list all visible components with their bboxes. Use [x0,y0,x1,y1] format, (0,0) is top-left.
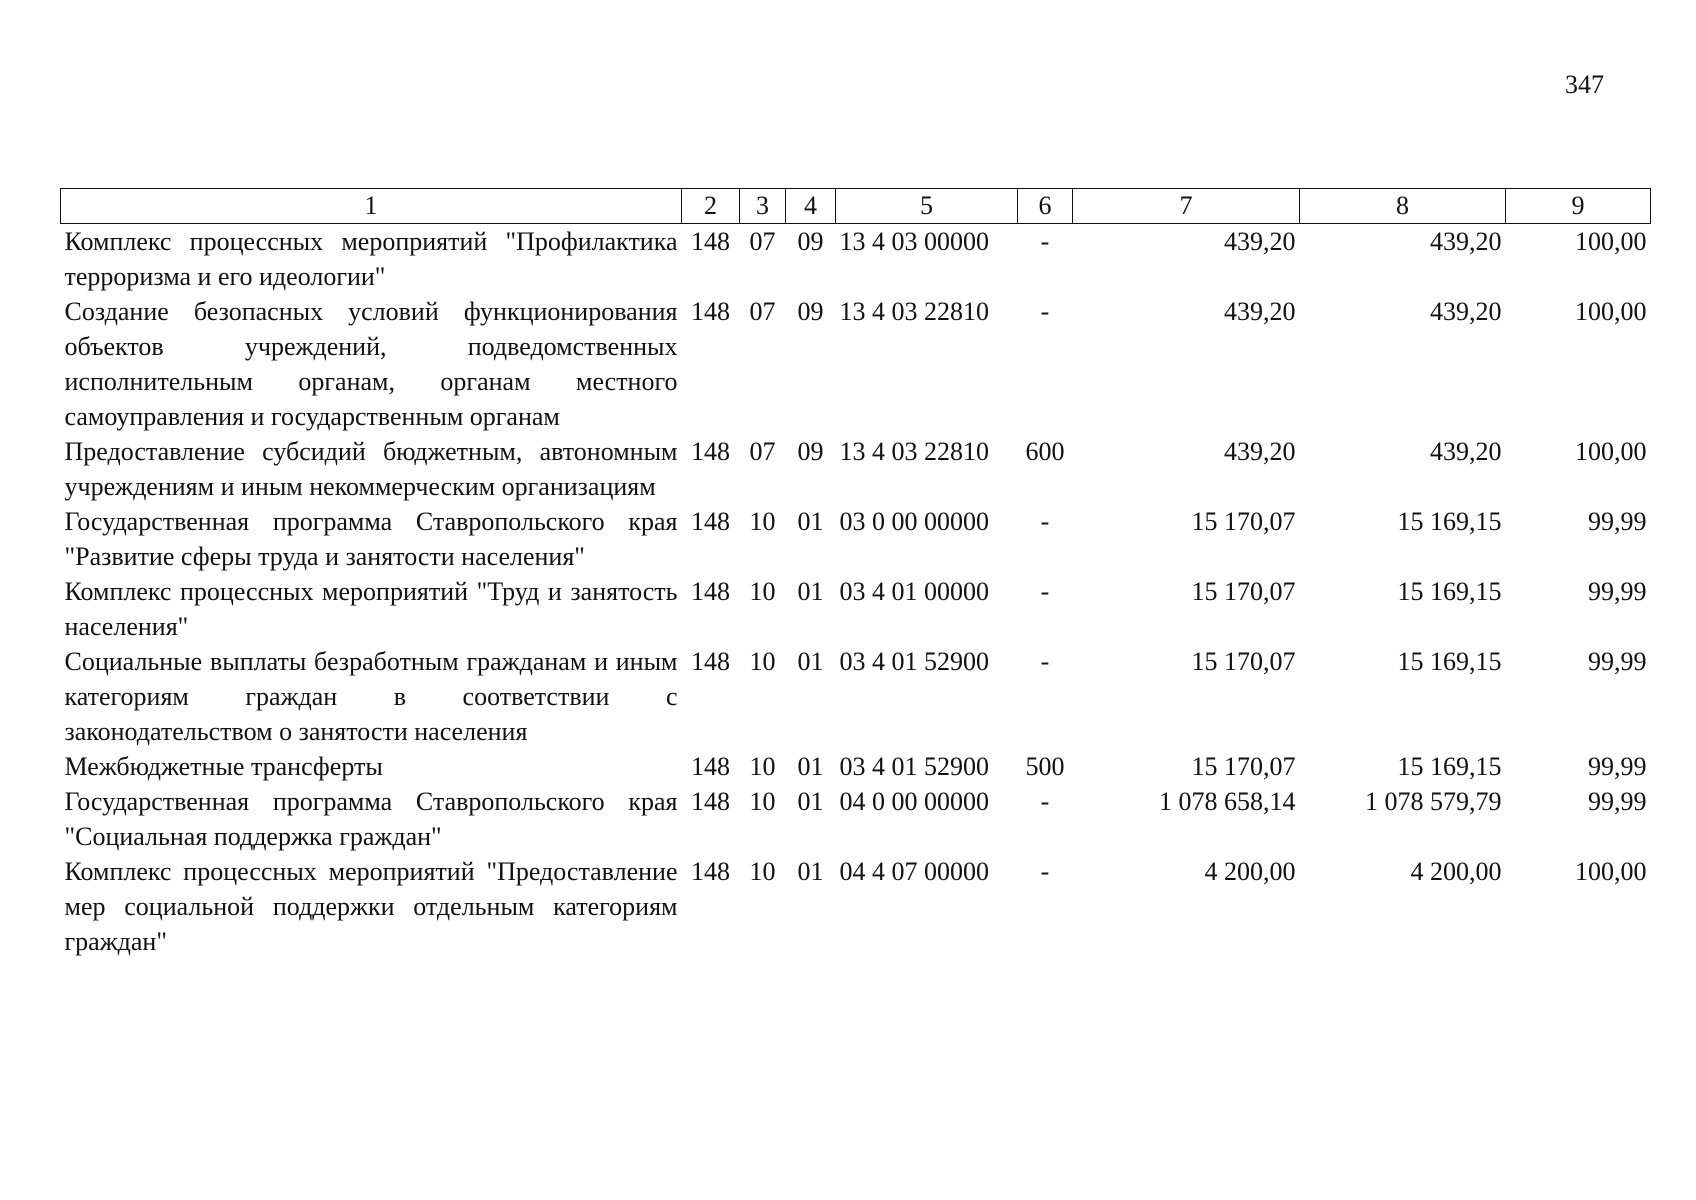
col-8-cell: 15 169,15 [1397,752,1502,781]
col-2-cell: 148 [691,647,730,676]
col-6-cell: - [1040,227,1050,256]
col-2-cell: 148 [691,752,730,781]
col-6-cell: - [1040,787,1050,816]
table-row [61,574,1651,644]
col-7-cell: 439,20 [1224,437,1296,466]
name-cell: Создание безопасных условий функционирования объектов учреждений, подведомственных исполнительным органам, органам местного самоуправления и государственным органам [64,297,678,431]
col-4-cell: 01 [797,857,824,886]
name-cell: Социальные выплаты безработным гражданам и иным категориям граждан в соответствии с законодательством о занятости населения [64,647,678,746]
col-8-cell: 4 200,00 [1410,857,1502,886]
col-6-cell: - [1040,577,1050,606]
col-8-cell: 439,20 [1430,227,1502,256]
col-5-cell: 03 4 01 52900 [839,647,989,676]
header-col-3: 3 [740,189,786,224]
col-4-cell: 09 [797,437,824,466]
table-body [61,224,1651,960]
col-8-cell: 15 169,15 [1397,577,1502,606]
col-9-cell: 99,99 [1588,752,1647,781]
col-9-cell: 99,99 [1588,647,1647,676]
col-9-cell: 100,00 [1575,437,1647,466]
header-col-8: 8 [1300,189,1506,224]
header-col-4: 4 [786,189,836,224]
page-number: 347 [1565,70,1604,99]
header-row [61,189,1651,224]
col-7-cell: 15 170,07 [1191,507,1296,536]
table-row [61,749,1651,784]
name-cell: Предоставление субсидий бюджетным, автономным учреждениям и иным некоммерческим организациям [64,437,678,501]
col-8-cell: 439,20 [1430,437,1502,466]
col-8-cell: 15 169,15 [1397,647,1502,676]
table-row [61,504,1651,574]
col-4-cell: 01 [797,507,824,536]
col-4-cell: 01 [797,752,824,781]
col-2-cell: 148 [691,577,730,606]
col-6-cell: - [1040,507,1050,536]
name-cell: Межбюджетные трансферты [64,752,383,781]
col-4-cell: 09 [797,297,824,326]
header-col-5: 5 [836,189,1018,224]
col-3-cell: 10 [749,507,776,536]
header-col-7: 7 [1073,189,1300,224]
table-row [61,224,1651,295]
col-6-cell: 600 [1025,437,1065,466]
col-9-cell: 100,00 [1575,857,1647,886]
col-2-cell: 148 [691,437,730,466]
col-2-cell: 148 [691,297,730,326]
col-6-cell: - [1040,647,1050,676]
col-7-cell: 15 170,07 [1191,752,1296,781]
col-3-cell: 10 [749,787,776,816]
col-5-cell: 04 0 00 00000 [839,787,989,816]
col-9-cell: 99,99 [1588,507,1647,536]
col-6-cell: - [1040,857,1050,886]
table-row [61,644,1651,749]
col-6-cell: 500 [1025,752,1065,781]
col-9-cell: 100,00 [1575,227,1647,256]
name-cell: Государственная программа Ставропольского края "Развитие сферы труда и занятости населения" [64,507,678,571]
col-5-cell: 13 4 03 22810 [839,437,989,466]
col-5-cell: 03 4 01 00000 [839,577,989,606]
table-row [61,294,1651,434]
col-5-cell: 03 4 01 52900 [839,752,989,781]
col-5-cell: 04 4 07 00000 [839,857,989,886]
col-3-cell: 07 [749,227,776,256]
header-col-1: 1 [61,189,682,224]
col-3-cell: 10 [749,857,776,886]
col-9-cell: 99,99 [1588,577,1647,606]
budget-table [60,188,1651,959]
col-3-cell: 10 [749,752,776,781]
header-col-2: 2 [682,189,740,224]
name-cell: Комплекс процессных мероприятий "Профилактика терроризма и его идеологии" [64,227,678,291]
col-3-cell: 07 [749,437,776,466]
col-9-cell: 100,00 [1575,297,1647,326]
name-cell: Государственная программа Ставропольского края "Социальная поддержка граждан" [64,787,678,851]
col-3-cell: 10 [749,577,776,606]
col-7-cell: 439,20 [1224,227,1296,256]
header-col-6: 6 [1018,189,1073,224]
table-row [61,854,1651,959]
table-row [61,434,1651,504]
col-7-cell: 4 200,00 [1204,857,1296,886]
col-9-cell: 99,99 [1588,787,1647,816]
col-4-cell: 01 [797,647,824,676]
col-2-cell: 148 [691,857,730,886]
col-7-cell: 1 078 658,14 [1159,787,1296,816]
col-7-cell: 439,20 [1224,297,1296,326]
col-4-cell: 01 [797,577,824,606]
col-2-cell: 148 [691,507,730,536]
name-cell: Комплекс процессных мероприятий "Труд и занятость населения" [64,577,678,641]
col-5-cell: 03 0 00 00000 [839,507,989,536]
col-8-cell: 1 078 579,79 [1365,787,1502,816]
col-7-cell: 15 170,07 [1191,577,1296,606]
name-cell: Комплекс процессных мероприятий "Предоставление мер социальной поддержки отдельным категориям граждан" [64,857,678,956]
col-4-cell: 01 [797,787,824,816]
col-8-cell: 15 169,15 [1397,507,1502,536]
table-row [61,784,1651,854]
col-3-cell: 10 [749,647,776,676]
col-7-cell: 15 170,07 [1191,647,1296,676]
header-col-9: 9 [1506,189,1651,224]
col-5-cell: 13 4 03 22810 [839,297,989,326]
col-2-cell: 148 [691,787,730,816]
col-6-cell: - [1040,297,1050,326]
col-3-cell: 07 [749,297,776,326]
col-4-cell: 09 [797,227,824,256]
col-5-cell: 13 4 03 00000 [839,227,989,256]
col-2-cell: 148 [691,227,730,256]
col-8-cell: 439,20 [1430,297,1502,326]
